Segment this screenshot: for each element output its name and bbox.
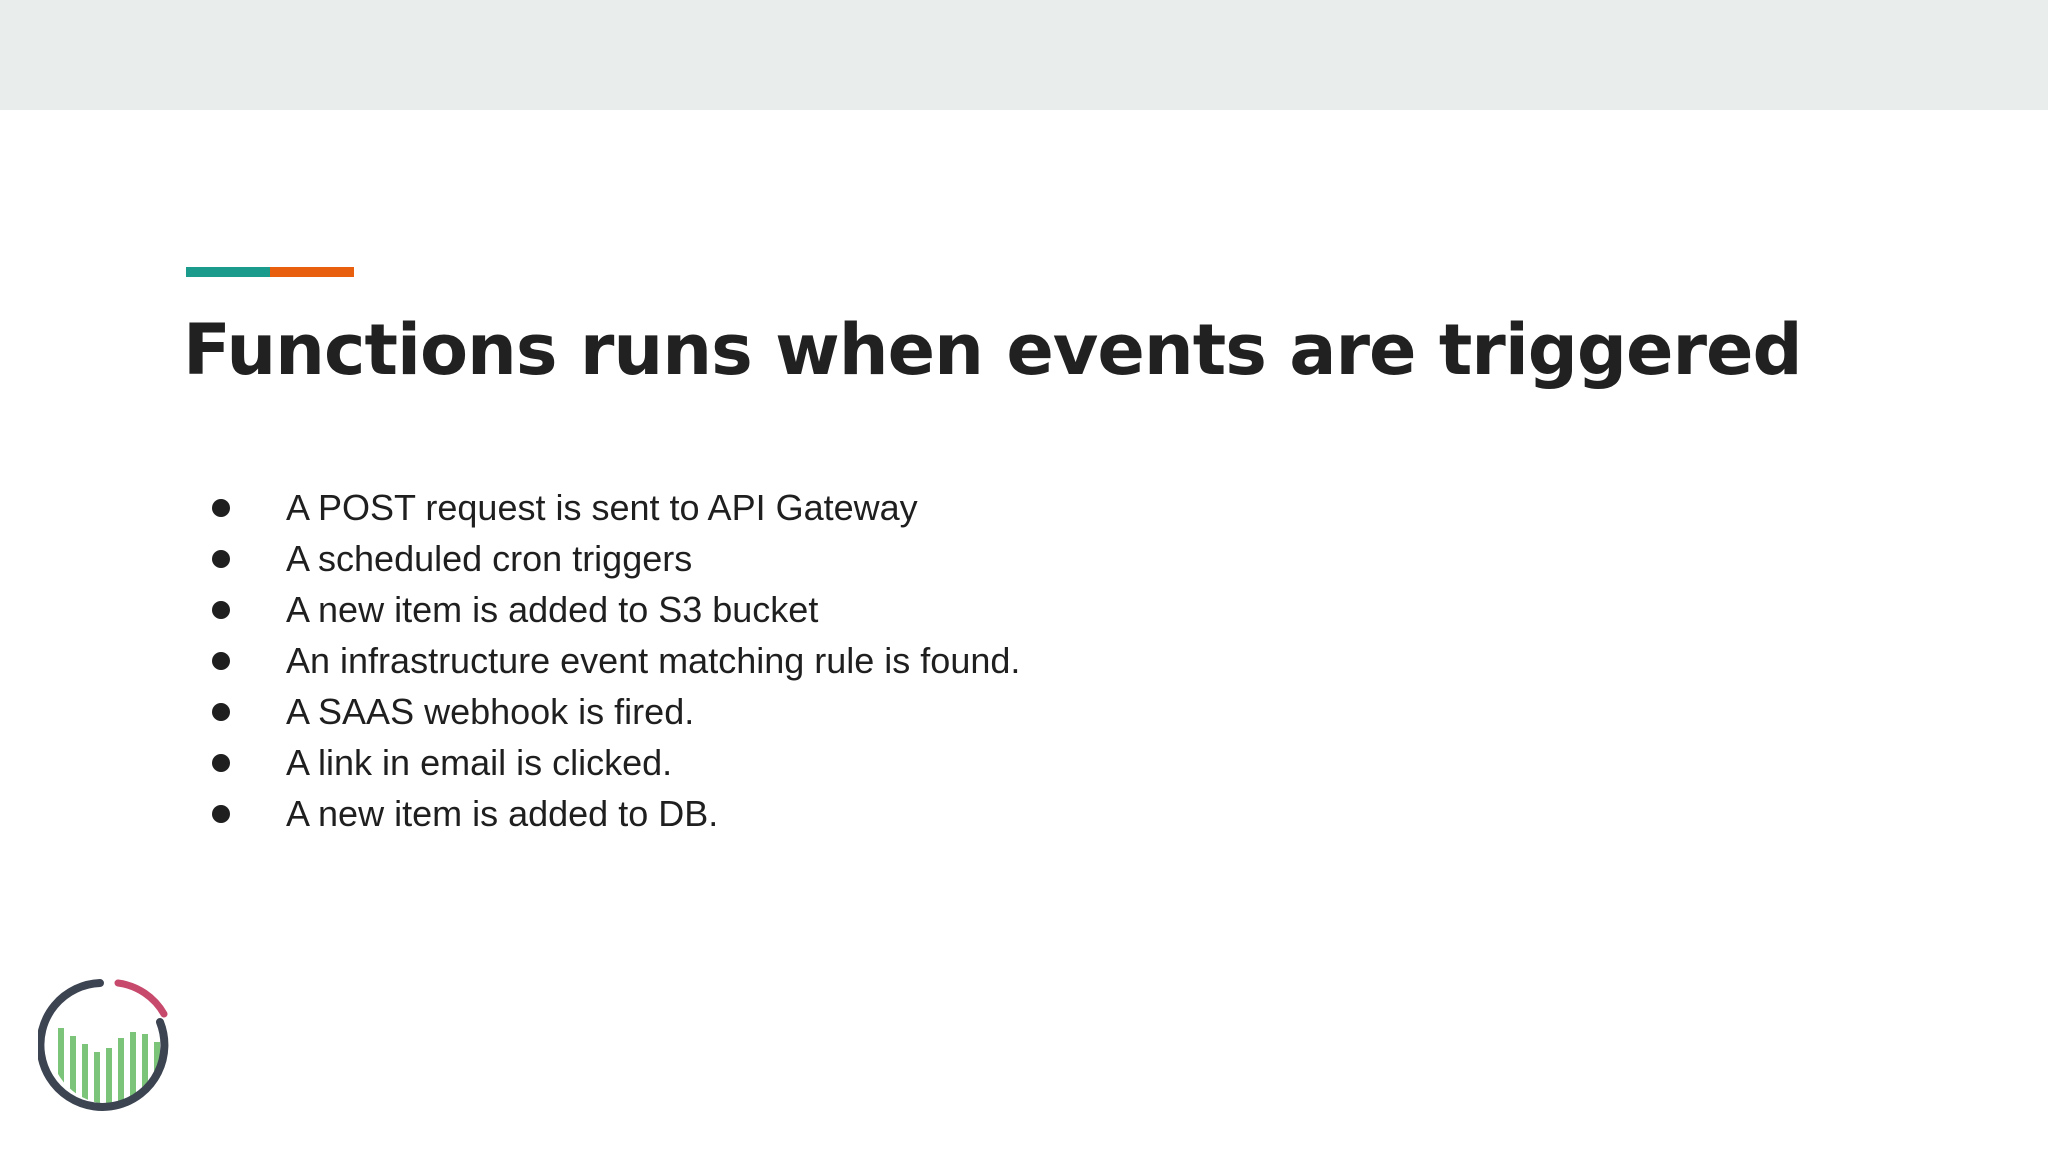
bullet-text: A POST request is sent to API Gateway: [286, 486, 918, 528]
title-accent-bar: [186, 267, 354, 277]
bullet-icon: [212, 601, 230, 619]
bullet-text: An infrastructure event matching rule is found.: [286, 639, 1021, 681]
bullet-item: [212, 686, 1020, 737]
logo-ring-accent: [118, 983, 164, 1014]
accent-bar-teal: [186, 267, 270, 277]
bullet-text: A SAAS webhook is fired.: [286, 690, 695, 732]
accent-bar-orange: [270, 267, 354, 277]
bullet-icon: [212, 499, 230, 517]
logo-icon: [38, 972, 182, 1116]
slide-title: Functions runs when events are triggered: [183, 309, 1802, 391]
bullet-icon: [212, 754, 230, 772]
bullet-item: [212, 533, 1020, 584]
top-band: [0, 0, 2048, 110]
bullet-icon: [212, 805, 230, 823]
bullet-text: A link in email is clicked.: [286, 741, 673, 783]
bullet-item: [212, 482, 1020, 533]
bullet-item: [212, 788, 1020, 839]
bullet-text: A new item is added to DB.: [286, 792, 719, 834]
bullet-list: [212, 482, 1020, 839]
bullet-icon: [212, 703, 230, 721]
bullet-item: [212, 635, 1020, 686]
bullet-item: [212, 737, 1020, 788]
bullet-icon: [212, 652, 230, 670]
bullet-text: A new item is added to S3 bucket: [286, 588, 819, 630]
bullet-icon: [212, 550, 230, 568]
bullet-text: A scheduled cron triggers: [286, 537, 693, 579]
bullet-item: [212, 584, 1020, 635]
